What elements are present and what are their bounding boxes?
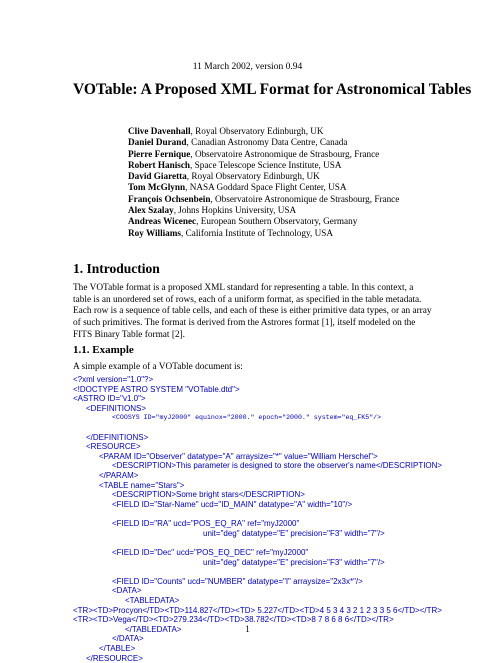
code-line: <FIELD ID="Star-Name" ucd="ID_MAIN" datatype="A" width="10"/> [112, 499, 353, 509]
author-name: Robert Hanisch [128, 159, 191, 170]
code-line [73, 510, 442, 520]
author-name: François Ochsenbein [128, 193, 211, 204]
code-line: <FIELD ID="Dec" ucd="POS_EQ_DEC" ref="myJ2000" [112, 547, 309, 557]
author-affiliation: , Johns Hopkins University, USA [173, 205, 297, 216]
code-line: <DATA> [112, 586, 142, 596]
code-line [73, 567, 442, 577]
author-affiliation: , Observatoire Astronomique de Strasbourg, France [210, 193, 400, 204]
author-entry [128, 160, 399, 171]
code-line: <RESOURCE> [86, 442, 141, 452]
code-line: <FIELD ID="Counts" ucd="NUMBER" datatype="I" arraysize="2x3x*"/> [112, 576, 363, 586]
author-name: David Giaretta [128, 171, 187, 182]
code-line: </PARAM> [99, 471, 139, 481]
code-line: <PARAM ID="Observer" datatype="A" arraysize="*" value="William Herschel"> [99, 451, 378, 461]
xml-code-listing [73, 375, 442, 663]
author-entry [128, 194, 399, 205]
author-name: Alex Szalay [128, 205, 174, 216]
code-line: <TR><TD>Procyon</TD><TD>114.827</TD><TD> 5.227</TD><TD>4 5 3 4 3 2 1 2 3 3 5 6</TD></TR> [73, 605, 442, 615]
example-intro-text: A simple example of a VOTable document is: [73, 362, 243, 372]
introduction-paragraph: The VOTable format is a proposed XML standard for representing a table. In this context, a table is an unordered set of rows, each of a uniform format, as specified in the table metadata. Each row is a sequence of table cells, and each of these is either primitive data types, or an array of such primitives. The format is derived from the Astrores format [1], itself modeled on the FITS Binary Table format [2]. [73, 283, 432, 340]
author-affiliation: , NASA Goddard Space Flight Center, USA [185, 182, 347, 193]
code-line: </TABLE> [99, 644, 136, 654]
author-name: Pierre Fernique [128, 148, 191, 159]
code-line: unit="deg" datatype="E" precision="F3" width="7"/> [203, 557, 385, 567]
code-line: <COOSYS ID="myJ2000" equinox="2000." epoch="2000." system="eq_FK5"/> [112, 414, 382, 422]
author-affiliation: , Observatoire Astronomique de Strasbourg, France [190, 148, 380, 159]
author-entry [128, 228, 399, 239]
code-line [73, 538, 442, 548]
paper-title: VOTable: A Proposed XML Format for Astronomical Tables [73, 81, 472, 98]
code-line: </TABLEDATA> [125, 624, 182, 634]
author-name: Andreas Wicenec [128, 216, 197, 227]
code-line: <DESCRIPTION>Some bright stars</DESCRIPTION> [112, 490, 305, 500]
author-entry [128, 171, 399, 182]
section-heading-introduction: 1. Introduction [73, 261, 160, 276]
author-affiliation: , Royal Observatory Edinburgh, UK [190, 126, 324, 136]
author-entry [128, 137, 399, 148]
author-entry [128, 126, 399, 137]
code-line: <DESCRIPTION>This parameter is designed to store the observer's name</DESCRIPTION> [112, 461, 443, 471]
code-line: <DEFINITIONS> [86, 403, 147, 413]
author-entry [128, 149, 399, 160]
author-name: Clive Davenhall [128, 126, 191, 136]
author-affiliation: , Canadian Astronomy Data Centre, Canada [186, 137, 348, 148]
author-list [128, 126, 399, 239]
author-entry [128, 216, 399, 227]
author-entry [128, 205, 399, 216]
code-line: </DEFINITIONS> [86, 432, 149, 442]
code-line: <TABLE name="Stars"> [99, 480, 185, 490]
code-line: <TABLEDATA> [125, 596, 180, 606]
section-heading-example: 1.1. Example [73, 344, 134, 356]
code-line: </RESOURCE> [86, 653, 143, 663]
code-line: <ASTRO ID="v1.0"> [73, 394, 146, 404]
code-line: <?xml version="1.0"?> [73, 375, 154, 384]
date-version-line: 11 March 2002, version 0.94 [192, 62, 303, 72]
author-affiliation: , Space Telescope Science Institute, USA [190, 159, 342, 170]
code-line: <!DOCTYPE ASTRO SYSTEM "VOTable.dtd"> [73, 384, 240, 394]
author-affiliation: , California Institute of Technology, USA [181, 227, 333, 238]
code-line: <FIELD ID="RA" ucd="POS_EQ_RA" ref="myJ2000" [112, 519, 300, 529]
author-affiliation: , Royal Observatory Edinburgh, UK [186, 171, 320, 182]
author-affiliation: , European Southern Observatory, Germany [196, 216, 358, 227]
author-name: Roy Williams [128, 227, 182, 238]
code-line: unit="deg" datatype="E" precision="F3" width="7"/> [203, 528, 385, 538]
code-line [73, 423, 442, 433]
author-name: Tom McGlynn [128, 182, 186, 193]
author-entry [128, 182, 399, 193]
page-number: 1 [245, 624, 250, 634]
author-name: Daniel Durand [128, 137, 187, 148]
code-line: </DATA> [112, 634, 144, 644]
code-line: <TR><TD>Vega</TD><TD>279.234</TD><TD>38.782</TD><TD>8 7 8 6 8 6</TD></TR> [73, 615, 394, 625]
